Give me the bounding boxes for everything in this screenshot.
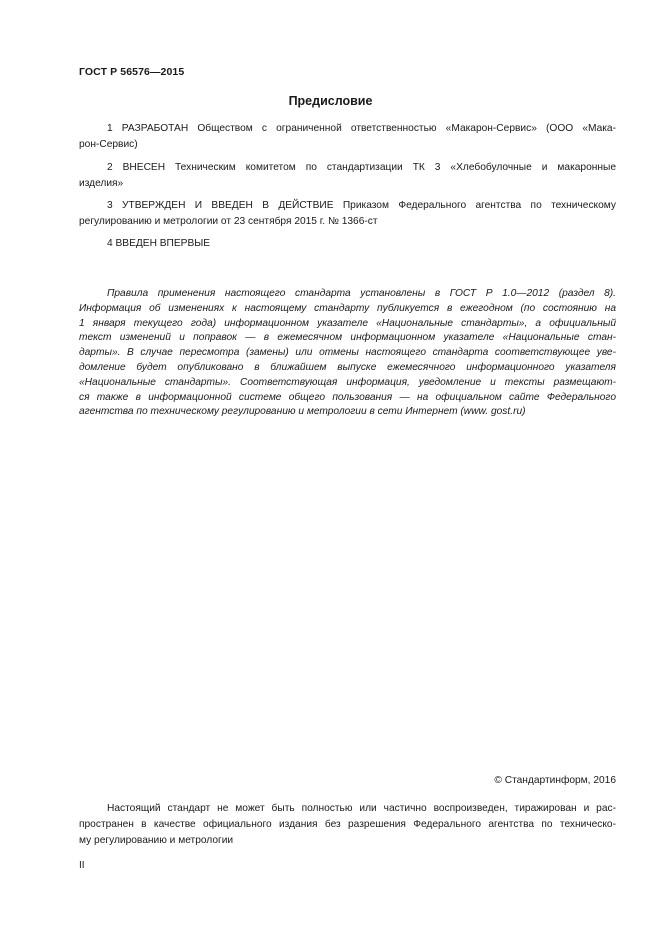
footer-line: пространен в качестве официального издания без разрешения Федерального агентства по техническо- [79, 819, 616, 830]
foreword-item-4 [79, 236, 616, 252]
item-line: 3 УТВЕРЖДЕН И ВВЕДЕН В ДЕЙСТВИЕ Приказом Федерального агентства по техническому [107, 200, 616, 211]
document-code: ГОСТ Р 56576—2015 [79, 66, 185, 78]
reproduction-notice [79, 801, 616, 849]
item-line: 1 РАЗРАБОТАН Обществом с ограниченной ответственностью «Макарон-Сервис» (ООО «Мака- [107, 123, 616, 134]
notice-line: Информация об изменениях к настоящему стандарту публикуется в ежегодном (по состоянию на [79, 302, 616, 314]
item-line: 2 ВНЕСЕН Техническим комитетом по стандартизации ТК 3 «Хлебобулочные и макаронные [107, 162, 616, 173]
item-line: изделия» [79, 178, 124, 189]
copyright-notice: © Стандартинформ, 2016 [494, 775, 616, 786]
foreword-item-2 [79, 160, 616, 192]
footer-line: му регулированию и метрологии [79, 835, 234, 846]
notice-paragraph [79, 287, 616, 420]
notice-line: домление будет опубликовано в ближайшем выпуске ежемесячного информационного указателя [79, 361, 616, 373]
item-line: 4 ВВЕДЕН ВПЕРВЫЕ [107, 238, 211, 249]
notice-line: текст изменений и поправок — в ежемесячном информационном указателе «Национальные стан- [79, 332, 616, 344]
notice-line: дарты». В случае пересмотра (замены) или отмены настоящего стандарта соответствующее уве- [79, 347, 616, 359]
foreword-item-3 [79, 198, 616, 230]
footer-line: Настоящий стандарт не может быть полностью или частично воспроизведен, тиражирован и рас- [107, 803, 616, 814]
notice-line: агентства по техническому регулированию и метрологии в сети Интернет (www. gost.ru) [79, 406, 526, 418]
notice-line: «Национальные стандарты». Соответствующая информация, уведомление и тексты размещают- [79, 376, 616, 388]
notice-line: 1 января текущего года) информационном указателе «Национальные стандарты», а официальный [79, 317, 616, 329]
item-line: рон-Сервис) [79, 139, 138, 150]
page-title: Предисловие [288, 94, 373, 108]
notice-line: ся также в информационной системе общего пользования — на официальном сайте Федерального [79, 391, 616, 403]
notice-line: Правила применения настоящего стандарта установлены в ГОСТ Р 1.0—2012 (раздел 8). [107, 288, 616, 299]
page-number: II [79, 860, 85, 871]
foreword-item-1 [79, 121, 616, 153]
item-line: регулированию и метрологии от 23 сентября 2015 г. № 1366-ст [79, 216, 378, 227]
